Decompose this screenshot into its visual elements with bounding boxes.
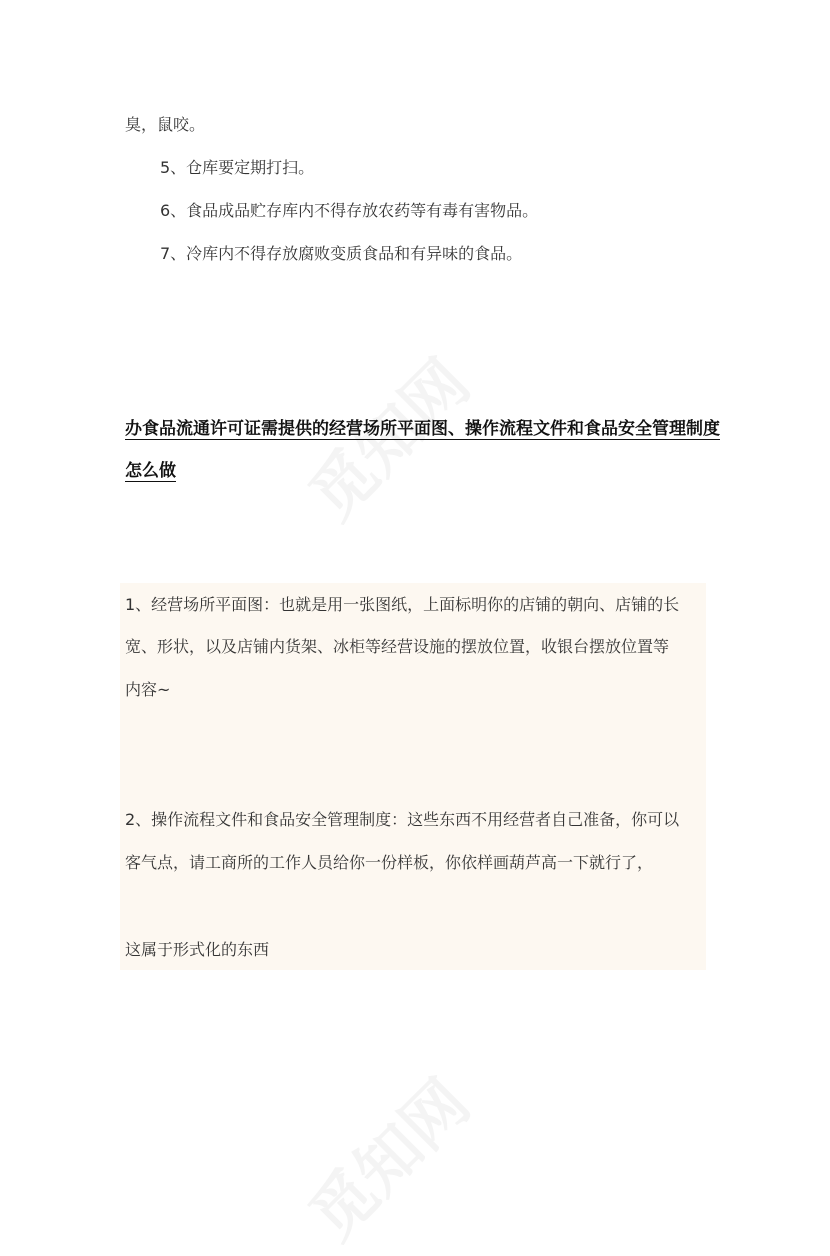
list-item-6: 6、食品成品贮存库内不得存放农药等有毒有害物品。 xyxy=(160,201,539,220)
answer-paragraph-2-line-2: 客气点，请工商所的工作人员给你一份样板，你依样画葫芦高一下就行了， xyxy=(125,853,654,872)
section-heading-line-1: 办食品流通许可证需提供的经营场所平面图、操作流程文件和食品安全管理制度 xyxy=(125,419,720,439)
answer-paragraph-3-line-1: 这属于形式化的东西 xyxy=(125,940,270,959)
answer-paragraph-1-line-1: 1、经营场所平面图：也就是用一张图纸，上面标明你的店铺的朝向、店铺的长 xyxy=(125,595,680,614)
answer-paragraph-1-line-3: 内容~ xyxy=(125,680,171,699)
watermark-bottom xyxy=(286,1056,487,1256)
list-item-5: 5、仓库要定期打扫。 xyxy=(160,158,315,177)
answer-paragraph-1-line-2: 宽、形状，以及店铺内货架、冰柜等经营设施的摆放位置，收银台摆放位置等 xyxy=(125,637,670,656)
section-heading-line-2: 怎么做 xyxy=(125,461,176,481)
answer-paragraph-2-line-1: 2、操作流程文件和食品安全管理制度：这些东西不用经营者自己准备，你可以 xyxy=(125,810,680,829)
list-continuation: 臭，鼠咬。 xyxy=(125,115,206,134)
list-item-7: 7、冷库内不得存放腐败变质食品和有异味的食品。 xyxy=(160,244,523,263)
